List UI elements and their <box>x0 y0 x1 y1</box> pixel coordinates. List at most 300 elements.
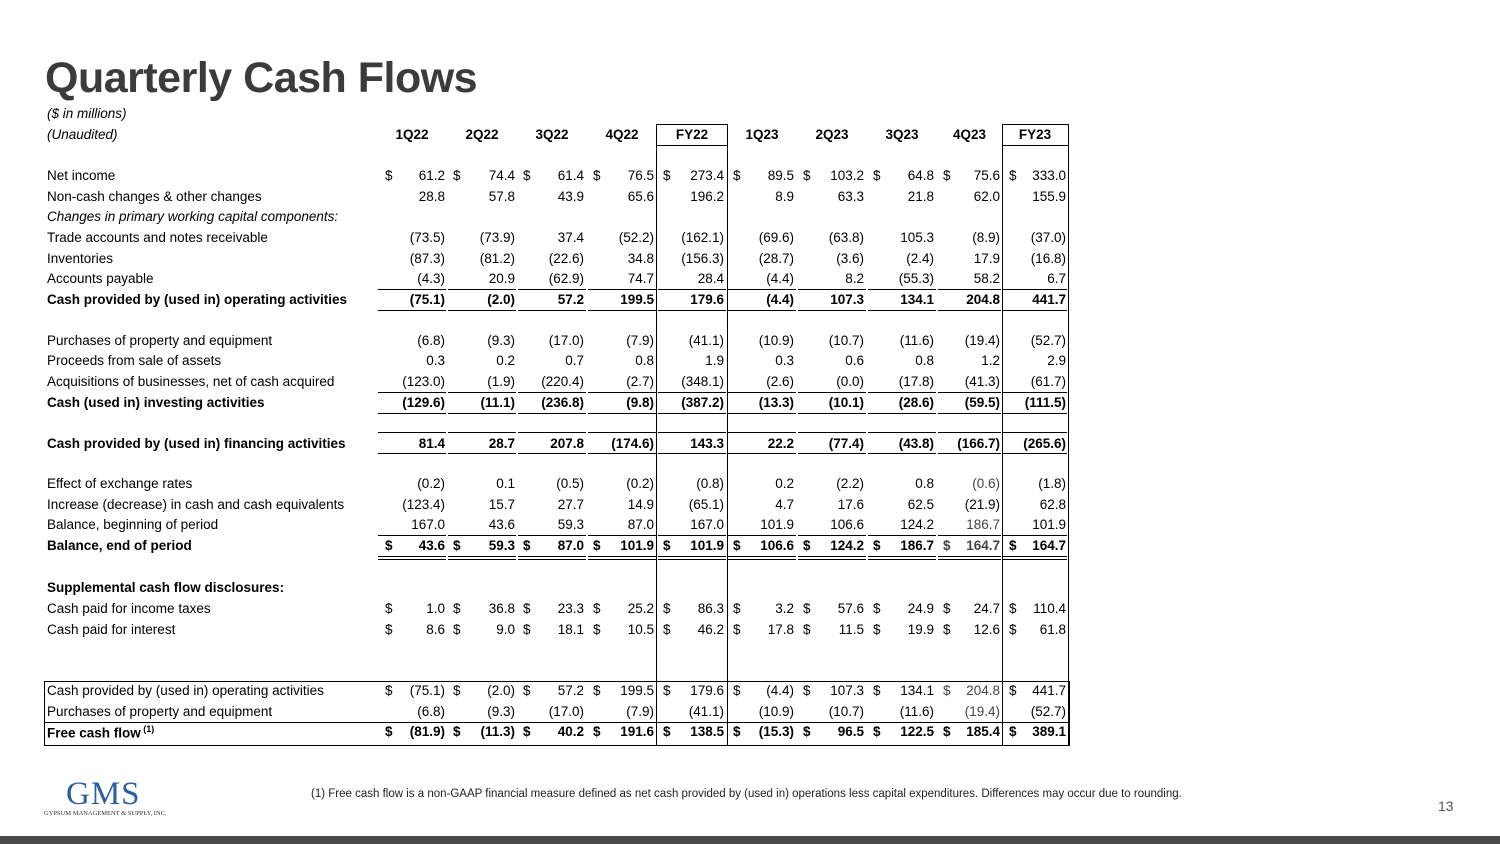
table-cell: 62.8 <box>1039 497 1066 512</box>
table-cell: (13.3) <box>758 395 794 410</box>
table-cell: (15.3) <box>758 724 794 739</box>
table-rule <box>798 432 866 433</box>
table-cell: 199.5 <box>620 292 654 307</box>
table-cell: 199.5 <box>620 683 654 698</box>
table-cell: 28.8 <box>418 189 445 204</box>
table-cell: 4.7 <box>775 497 794 512</box>
table-cell: 11.5 <box>838 622 864 637</box>
table-cell: (0.5) <box>556 476 584 491</box>
table-rule <box>518 310 586 311</box>
dollar-sign: $ <box>453 168 461 183</box>
row-label: Inventories <box>47 251 114 266</box>
table-rule <box>588 453 656 454</box>
dollar-sign: $ <box>453 622 461 637</box>
row-label: Cash paid for income taxes <box>47 601 211 616</box>
dollar-sign: $ <box>523 168 531 183</box>
table-cell: 107.3 <box>830 292 864 307</box>
table-rule <box>938 289 1001 290</box>
table-rule <box>798 310 866 311</box>
dollar-sign: $ <box>803 601 811 616</box>
table-rule <box>868 453 936 454</box>
fy-column-border <box>1068 124 1069 745</box>
table-cell: 101.9 <box>760 517 794 532</box>
table-rule <box>658 453 726 454</box>
table-cell: 43.6 <box>418 538 445 553</box>
bottom-bar <box>0 836 1500 844</box>
units-note: ($ in millions) <box>47 106 127 121</box>
dollar-sign: $ <box>593 622 601 637</box>
table-cell: 64.8 <box>907 168 934 183</box>
column-header: 3Q22 <box>535 127 569 142</box>
fy-header-rule <box>1002 145 1068 146</box>
row-label: Net income <box>47 168 116 183</box>
table-rule <box>588 310 656 311</box>
table-cell: (2.4) <box>906 251 934 266</box>
dollar-sign: $ <box>1009 622 1017 637</box>
table-cell: (1.9) <box>487 374 515 389</box>
table-cell: (9.8) <box>626 395 654 410</box>
table-cell: 0.3 <box>775 353 794 368</box>
table-cell: (3.6) <box>836 251 864 266</box>
row-label: Effect of exchange rates <box>47 476 193 491</box>
dollar-sign: $ <box>943 168 951 183</box>
dollar-sign: $ <box>663 724 671 739</box>
table-cell: (11.3) <box>480 724 515 739</box>
dollar-sign: $ <box>453 683 461 698</box>
table-cell: (41.1) <box>688 333 724 348</box>
table-cell: 8.9 <box>775 189 794 204</box>
table-cell: 134.1 <box>900 683 934 698</box>
table-rule <box>868 556 936 557</box>
table-cell: 86.3 <box>697 601 724 616</box>
table-rule <box>448 559 516 560</box>
table-rule <box>1003 535 1067 536</box>
dollar-sign: $ <box>733 683 741 698</box>
table-rule <box>378 413 446 414</box>
table-cell: 57.2 <box>557 683 584 698</box>
table-rule <box>728 453 796 454</box>
table-cell: 87.0 <box>557 538 584 553</box>
dollar-sign: $ <box>385 683 393 698</box>
dollar-sign: $ <box>385 622 393 637</box>
table-cell: (10.1) <box>828 395 864 410</box>
table-rule <box>588 535 656 536</box>
table-cell: 1.9 <box>705 353 724 368</box>
table-cell: 63.3 <box>837 189 864 204</box>
table-rule <box>798 289 866 290</box>
column-header: 3Q23 <box>885 127 919 142</box>
dollar-sign: $ <box>593 168 601 183</box>
dollar-sign: $ <box>803 683 811 698</box>
table-cell: 18.1 <box>557 622 584 637</box>
table-cell: 191.6 <box>620 724 654 739</box>
table-rule <box>518 289 586 290</box>
dollar-sign: $ <box>803 168 811 183</box>
dollar-sign: $ <box>943 724 951 739</box>
table-cell: 62.5 <box>907 497 934 512</box>
row-label: Purchases of property and equipment <box>47 704 273 719</box>
table-cell: 124.2 <box>830 538 864 553</box>
table-rule <box>448 432 516 433</box>
table-rule <box>518 535 586 536</box>
row-label: Increase (decrease) in cash and cash equivalents <box>47 497 345 512</box>
dollar-sign: $ <box>663 538 671 553</box>
dollar-sign: $ <box>663 168 671 183</box>
table-cell: (162.1) <box>681 230 724 245</box>
table-cell: (75.1) <box>409 683 445 698</box>
table-cell: 14.9 <box>627 497 654 512</box>
table-cell: 17.6 <box>837 497 864 512</box>
table-rule <box>658 556 726 557</box>
fy-column-border <box>1002 124 1003 745</box>
table-rule <box>448 413 516 414</box>
table-rule <box>588 392 656 393</box>
table-cell: (236.8) <box>541 395 584 410</box>
table-cell: (22.6) <box>548 251 584 266</box>
table-rule <box>938 413 1001 414</box>
column-header: 4Q22 <box>605 127 639 142</box>
dollar-sign: $ <box>385 168 393 183</box>
table-cell: (4.4) <box>766 271 794 286</box>
table-cell: 106.6 <box>830 517 864 532</box>
table-rule <box>378 310 446 311</box>
table-cell: 58.2 <box>973 271 1000 286</box>
table-cell: (1.8) <box>1038 476 1066 491</box>
table-cell: (73.5) <box>409 230 445 245</box>
footnote: (1) Free cash flow is a non-GAAP financial measure defined as net cash provided by (used in) operations less capital expenditures. Differences may occur due to rounding. <box>311 788 1182 800</box>
table-cell: 19.9 <box>907 622 934 637</box>
table-cell: 23.3 <box>557 601 584 616</box>
table-cell: (0.6) <box>972 476 1000 491</box>
dollar-sign: $ <box>593 724 601 739</box>
table-rule <box>798 413 866 414</box>
table-rule <box>1003 413 1067 414</box>
fy-column-top <box>1002 124 1068 125</box>
dollar-sign: $ <box>943 601 951 616</box>
table-cell: (62.9) <box>548 271 584 286</box>
dollar-sign: $ <box>523 538 531 553</box>
table-rule <box>1003 559 1067 560</box>
table-rule <box>728 289 796 290</box>
table-cell: (0.8) <box>696 476 724 491</box>
table-cell: (123.4) <box>402 497 445 512</box>
table-cell: (156.3) <box>681 251 724 266</box>
table-cell: 186.7 <box>900 538 934 553</box>
row-label: Trade accounts and notes receivable <box>47 230 268 245</box>
table-cell: (55.3) <box>898 271 934 286</box>
table-cell: (8.9) <box>972 230 1000 245</box>
table-cell: (2.0) <box>487 292 515 307</box>
table-cell: 106.6 <box>760 538 794 553</box>
table-cell: (2.0) <box>487 683 515 698</box>
table-rule <box>938 535 1001 536</box>
table-cell: 89.5 <box>767 168 794 183</box>
table-cell: 0.3 <box>426 353 445 368</box>
table-cell: 20.9 <box>488 271 515 286</box>
dollar-sign: $ <box>733 724 741 739</box>
table-rule <box>1003 556 1067 557</box>
page-title: Quarterly Cash Flows <box>45 54 478 102</box>
table-cell: 74.4 <box>488 168 515 183</box>
table-cell: 17.8 <box>767 622 794 637</box>
dollar-sign: $ <box>453 601 461 616</box>
table-rule <box>588 413 656 414</box>
column-header: 2Q23 <box>815 127 849 142</box>
dollar-sign: $ <box>385 601 393 616</box>
row-label: Acquisitions of businesses, net of cash acquired <box>47 374 335 389</box>
table-cell: 143.3 <box>690 436 724 451</box>
table-cell: 17.9 <box>973 251 1000 266</box>
table-rule <box>798 453 866 454</box>
table-rule <box>658 432 726 433</box>
table-cell: 62.0 <box>973 189 1000 204</box>
table-rule <box>1003 392 1067 393</box>
table-rule <box>448 392 516 393</box>
dollar-sign: $ <box>873 622 881 637</box>
gms-logo <box>44 776 184 822</box>
table-cell: 9.0 <box>496 622 515 637</box>
row-label: Purchases of property and equipment <box>47 333 273 348</box>
row-label: Cash paid for interest <box>47 622 176 637</box>
table-cell: (111.5) <box>1024 395 1066 410</box>
table-cell: (52.7) <box>1030 704 1066 719</box>
table-cell: 155.9 <box>1032 189 1066 204</box>
table-cell: (6.8) <box>417 704 445 719</box>
table-cell: 57.2 <box>557 292 584 307</box>
dollar-sign: $ <box>385 724 393 739</box>
table-cell: (174.6) <box>611 436 654 451</box>
table-rule <box>378 289 446 290</box>
table-cell: 28.7 <box>488 436 515 451</box>
dollar-sign: $ <box>1009 724 1017 739</box>
dollar-sign: $ <box>733 168 741 183</box>
table-cell: 76.5 <box>627 168 654 183</box>
table-rule <box>588 289 656 290</box>
table-cell: (265.6) <box>1023 436 1066 451</box>
dollar-sign: $ <box>873 538 881 553</box>
table-cell: 27.7 <box>557 497 584 512</box>
table-cell: (220.4) <box>541 374 584 389</box>
table-cell: (19.4) <box>964 704 1000 719</box>
table-cell: (2.7) <box>626 374 654 389</box>
row-label: Supplemental cash flow disclosures: <box>47 580 285 595</box>
table-rule <box>1003 289 1067 290</box>
table-cell: 0.8 <box>915 476 934 491</box>
table-cell: 46.2 <box>697 622 724 637</box>
page-number: 13 <box>1438 798 1454 814</box>
table-cell: (10.9) <box>758 333 794 348</box>
table-cell: 110.4 <box>1033 601 1066 616</box>
table-rule <box>938 556 1001 557</box>
dollar-sign: $ <box>943 538 951 553</box>
row-label: Free cash flow $^{(1)}$ <box>47 724 155 741</box>
table-rule <box>518 413 586 414</box>
table-cell: (10.7) <box>828 333 864 348</box>
table-cell: 36.8 <box>488 601 515 616</box>
table-cell: (52.7) <box>1030 333 1066 348</box>
table-cell: (0.2) <box>626 476 654 491</box>
table-cell: (81.2) <box>479 251 515 266</box>
table-rule <box>658 310 726 311</box>
table-cell: (4.3) <box>417 271 445 286</box>
dollar-sign: $ <box>593 538 601 553</box>
table-rule <box>798 392 866 393</box>
table-cell: 103.2 <box>830 168 864 183</box>
table-rule <box>728 556 796 557</box>
table-cell: 101.9 <box>1032 517 1066 532</box>
table-rule <box>448 310 516 311</box>
table-cell: (81.9) <box>409 724 445 739</box>
table-cell: 105.3 <box>900 230 934 245</box>
table-cell: 61.8 <box>1039 622 1066 637</box>
dollar-sign: $ <box>803 538 811 553</box>
table-cell: 75.6 <box>973 168 1000 183</box>
column-header: 4Q23 <box>952 127 987 142</box>
free-cash-flow-box <box>44 681 1070 746</box>
row-label: Balance, beginning of period <box>47 517 219 532</box>
table-cell: 96.5 <box>837 724 864 739</box>
table-cell: (37.0) <box>1030 230 1066 245</box>
row-label: Cash provided by (used in) operating activities <box>47 292 348 307</box>
table-rule <box>868 392 936 393</box>
table-rule <box>518 556 586 557</box>
table-rule <box>378 556 446 557</box>
dollar-sign: $ <box>803 724 811 739</box>
table-cell: 0.8 <box>635 353 654 368</box>
table-cell: (41.3) <box>964 374 1000 389</box>
table-rule <box>378 535 446 536</box>
row-label: Balance, end of period <box>47 538 192 553</box>
table-cell: 0.6 <box>845 353 864 368</box>
table-cell: 179.6 <box>690 683 724 698</box>
table-rule <box>588 432 656 433</box>
table-cell: (28.7) <box>758 251 794 266</box>
table-cell: 207.8 <box>550 436 584 451</box>
table-cell: 6.7 <box>1047 271 1066 286</box>
table-rule <box>798 535 866 536</box>
table-cell: 186.7 <box>966 517 1000 532</box>
table-cell: 61.2 <box>418 168 445 183</box>
table-rule <box>798 559 866 560</box>
table-rule <box>448 556 516 557</box>
table-rule <box>868 413 936 414</box>
table-rule <box>448 535 516 536</box>
table-cell: 1.2 <box>981 353 1000 368</box>
row-label: Changes in primary working capital components: <box>47 209 339 224</box>
table-rule <box>798 556 866 557</box>
logo-subtitle: GYPSUM MANAGEMENT & SUPPLY, INC. <box>44 810 167 817</box>
dollar-sign: $ <box>1009 601 1017 616</box>
table-cell: 0.2 <box>496 353 515 368</box>
table-rule <box>658 413 726 414</box>
table-rule <box>518 432 586 433</box>
dollar-sign: $ <box>733 622 741 637</box>
table-cell: 101.9 <box>690 538 724 553</box>
table-cell: 185.4 <box>966 724 1000 739</box>
dollar-sign: $ <box>943 622 951 637</box>
table-cell: (348.1) <box>681 374 724 389</box>
table-cell: (52.2) <box>618 230 654 245</box>
table-cell: 8.6 <box>426 622 445 637</box>
table-rule <box>938 559 1001 560</box>
table-cell: 8.2 <box>845 271 864 286</box>
column-header: FY22 <box>675 127 709 142</box>
table-rule <box>868 310 936 311</box>
table-rule <box>518 453 586 454</box>
table-rule <box>518 559 586 560</box>
table-rule <box>728 432 796 433</box>
table-cell: 59.3 <box>488 538 515 553</box>
table-cell: 40.2 <box>557 724 584 739</box>
table-cell: 21.8 <box>907 189 934 204</box>
dollar-sign: $ <box>663 601 671 616</box>
table-cell: 441.7 <box>1032 683 1066 698</box>
dollar-sign: $ <box>1009 168 1017 183</box>
table-rule <box>378 453 446 454</box>
table-rule <box>728 392 796 393</box>
table-cell: 37.4 <box>557 230 584 245</box>
table-rule <box>938 392 1001 393</box>
dollar-sign: $ <box>873 683 881 698</box>
dollar-sign: $ <box>733 601 741 616</box>
table-cell: 0.1 <box>496 476 515 491</box>
table-rule <box>728 559 796 560</box>
table-cell: 107.3 <box>830 683 864 698</box>
table-cell: (17.0) <box>548 333 584 348</box>
table-cell: 74.7 <box>627 271 654 286</box>
table-cell: 22.2 <box>767 436 794 451</box>
table-cell: (2.6) <box>766 374 794 389</box>
table-rule <box>658 535 726 536</box>
table-cell: 164.7 <box>1032 538 1066 553</box>
table-cell: 1.0 <box>426 601 445 616</box>
table-cell: (166.7) <box>957 436 1000 451</box>
table-cell: 122.5 <box>900 724 934 739</box>
table-cell: (28.6) <box>898 395 934 410</box>
dollar-sign: $ <box>873 168 881 183</box>
table-cell: 167.0 <box>690 517 724 532</box>
table-rule <box>938 432 1001 433</box>
table-cell: 101.9 <box>620 538 654 553</box>
table-rule <box>448 289 516 290</box>
table-cell: 0.8 <box>915 353 934 368</box>
table-cell: (0.0) <box>836 374 864 389</box>
table-cell: 25.2 <box>627 601 654 616</box>
table-cell: (0.2) <box>417 476 445 491</box>
dollar-sign: $ <box>453 538 461 553</box>
dollar-sign: $ <box>663 683 671 698</box>
free-cash-flow-rule <box>44 722 1068 723</box>
row-label: Cash provided by (used in) operating activities <box>47 683 324 698</box>
table-cell: (17.0) <box>548 704 584 719</box>
table-cell: (11.6) <box>899 333 934 348</box>
table-rule <box>1003 310 1067 311</box>
table-cell: (387.2) <box>681 395 724 410</box>
row-label: Proceeds from sale of assets <box>47 353 222 368</box>
table-cell: 138.5 <box>690 724 724 739</box>
table-cell: (17.8) <box>898 374 934 389</box>
table-cell: 87.0 <box>627 517 654 532</box>
table-rule <box>378 392 446 393</box>
table-cell: (16.8) <box>1030 251 1066 266</box>
table-cell: 124.2 <box>900 517 934 532</box>
table-cell: (21.9) <box>964 497 1000 512</box>
row-label: Cash (used in) investing activities <box>47 395 265 410</box>
table-cell: 10.5 <box>627 622 654 637</box>
table-rule <box>658 559 726 560</box>
dollar-sign: $ <box>593 683 601 698</box>
column-header: 2Q22 <box>465 127 499 142</box>
